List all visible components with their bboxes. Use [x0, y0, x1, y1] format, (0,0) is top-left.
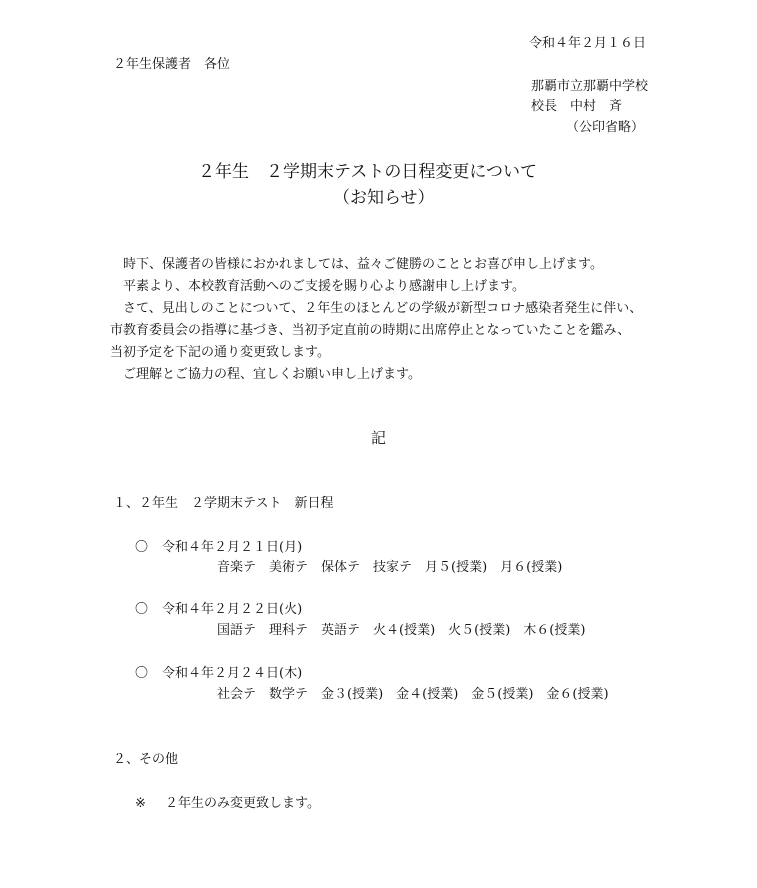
body-line: 平素より、本校教育活動へのご支援を賜り心より感謝申し上げます。 [110, 279, 525, 294]
seal-note: （公印省略） [566, 120, 645, 135]
body-line: 市教育委員会の指導に基づき、当初予定直前の時期に出席停止となっていたことを鑑み、 [110, 323, 631, 338]
circle-marker: 〇 [135, 602, 149, 617]
body-line: ご理解とご協力の程、宜しくお願い申し上げます。 [110, 367, 421, 382]
circle-marker: 〇 [135, 540, 149, 555]
schedule-subjects: 社会テ 数学テ 金３(授業) 金４(授業) 金５(授業) 金６(授業) [217, 687, 609, 702]
school-name: 那覇市立那覇中学校 [531, 79, 649, 94]
schedule-subjects: 国語テ 理科テ 英語テ 火４(授業) 火５(授業) 木６(授業) [217, 623, 586, 638]
note-text: ２年生のみ変更致します。 [165, 796, 320, 811]
document-title: ２年生 ２学期末テストの日程変更について [198, 162, 537, 182]
schedule-date: 令和４年２月２１日(月) [162, 540, 303, 555]
body-text [110, 254, 710, 386]
principal-name: 校長 中村 斉 [531, 99, 623, 114]
body-line: 時下、保護者の皆様におかれましては、益々ご健勝のこととお喜び申し上げます。 [110, 257, 603, 272]
section1-heading: １、２年生 ２学期末テスト 新日程 [113, 496, 334, 511]
body-line: 当初予定を下記の通り変更致します。 [110, 345, 330, 360]
circle-marker: 〇 [135, 666, 149, 681]
section2-heading: ２、その他 [113, 752, 179, 767]
schedule-date: 令和４年２月２２日(火) [162, 602, 303, 617]
note-marker: ※ [135, 796, 146, 811]
document-date: 令和４年２月１６日 [529, 36, 647, 51]
ki-heading: 記 [371, 429, 387, 447]
schedule-date: 令和４年２月２４日(木) [162, 666, 303, 681]
schedule-subjects: 音楽テ 美術テ 保体テ 技家テ 月５(授業) 月６(授業) [217, 560, 563, 575]
body-line: さて、見出しのことについて、２年生のほとんどの学級が新型コロナ感染者発生に伴い、 [110, 301, 643, 316]
document-subtitle: （お知らせ） [333, 188, 435, 208]
recipient: ２年生保護者 各位 [113, 57, 231, 72]
